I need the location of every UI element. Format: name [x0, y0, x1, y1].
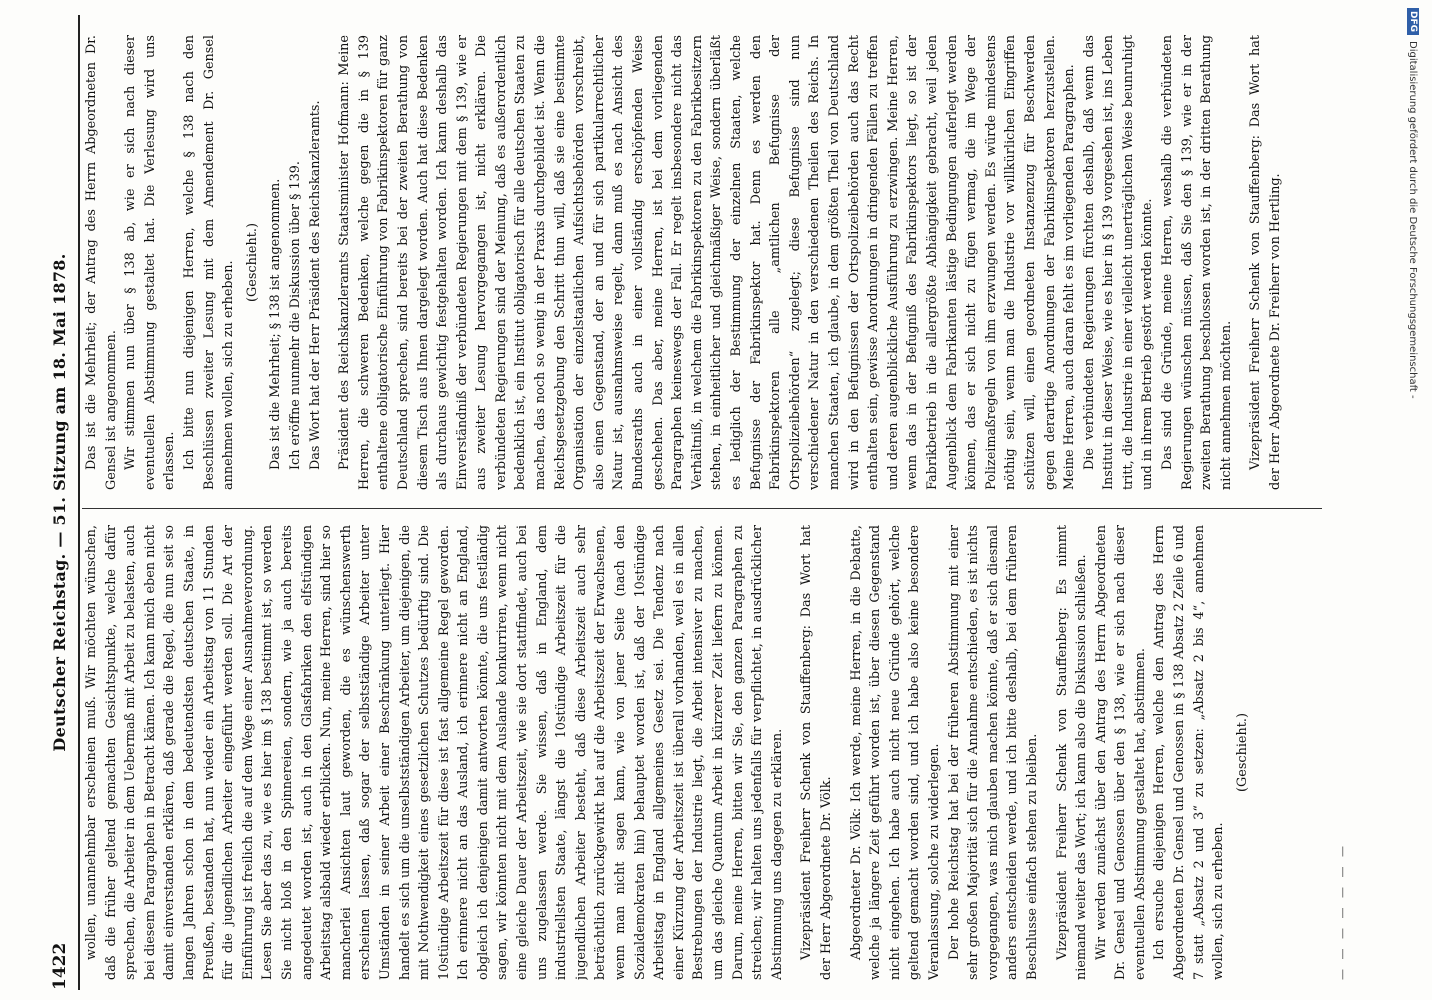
paragraph: wollen, unannehmbar erscheinen muß. Wir möchten wünschen, daß die früher geltend gemachten Gesichtspunkte, welche dafür sprechen, die Arbeiter in dem Uebermaß mit Arbeit zu belasten, auch bei diesem Paragraphen in Betracht kämen. Ich kann mich eben nicht damit einverstanden erklären, daß gerade die Regel, die nun seit so langen Jahren schon in dem bedeutendsten deutschen Staate, in Preußen, bestanden hat, nun wieder ein Arbeitstag von 11 Stunden für die jugendlichen Arbeiter eingeführt werden soll. Die Art der Einführung ist freilich die auf dem Wege einer Ausnahmeverordnung. Lesen Sie aber das zu, wie es hier im § 138 bestimmt ist, so werden Sie nicht bloß in den Spinnereien, sondern, wie ja auch bereits angedeutet worden ist, auch in den Glasfabriken den elfstündigen Arbeitstag alsbald wieder erblicken. Nun, meine Herren, sind hier so mancherlei Ansichten laut geworden, die es wünschenswerth erscheinen lassen, daß sogar der selbstständige Arbeiter unter Umständen in seiner Arbeit einer Beschränkung unterliegt. Hier handelt es sich um die unselbstständigen Arbeiter, um diejenigen, die mit Nothwendigkeit eines gesetzlichen Schutzes bedürftig sind. Die 10stündige Arbeitszeit für diese ist fast allgemeine Regel geworden. Ich erinnere nicht an das Ausland, ich erinnere nicht an England, obgleich ich denjenigen damit antworten könnte, die uns festländig sagen, wir könnten nicht mit dem Auslande konkurriren, wenn nicht eine gleiche Dauer der Arbeitszeit, wie sie dort stattfindet, auch bei uns zugelassen werde. Sie wissen, daß in England, dem industriellsten Staate, längst die 10stündige Arbeitszeit für die jugendlichen Arbeiter besteht, daß diese Arbeitszeit auch sehr beträchtlich zurückgewirkt hat auf die Arbeitszeit der Erwachsenen, wenn man nicht sagen kann, wie von jener Seite (nach den Sozialdemokraten hin) behauptet worden ist, daß der 10stündige Arbeitstag in England allgemeines Gesetz sei. Die Tendenz nach einer Kürzung der Arbeitszeit ist überall vorhanden, weil es in allen Bestrebungen der Industrie liegt, die Arbeit intensiver zu machen, um das gleiche Quantum Arbeit in kürzerer Zeit liefern zu können. Darum, meine Herren, bitten wir Sie, den ganzen Paragraphen zu streichen; wir halten uns jedenfalls für verpflichtet, in ausdrücklicher Abstimmung uns dagegen zu erklären.: [84, 525, 785, 980]
left-column: [82, 525, 1332, 980]
page-number: 1422: [50, 942, 70, 990]
credit-text: Digitalisierung gefördert durch die Deutsche Forschungsgemeinschaft -: [1407, 41, 1419, 399]
digitization-credit: [1400, 8, 1426, 992]
paragraph: Das ist die Mehrheit; der Antrag des Herrn Abgeordneten Dr. Gensel ist angenommen.: [84, 35, 119, 490]
paragraph: Präsident des Reichskanzleramts Staatsminister Hofmann: Meine Herren, die schweren Bedenken, welche gegen die in § 139 enthaltene obligatorische Einführung von Fabrikinspektoren für ganz Deutschland sprechen, sind bereits bei der zweiten Berathung von diesem Tisch aus Ihnen dargelegt worden. Auch hat diese Bedenken als durchaus gewichtig festgehalten worden. Ich kann deshalb das Einverständniß der verbündeten Regierungen mit dem § 139, wie er aus zweiter Lesung hervorgegangen ist, nicht erklären. Die verbündeten Regierungen sind der Meinung, daß es außerordentlich bedenklich ist, ein Institut obligatorisch für alle deutschen Staaten zu machen, das noch so wenig in der Praxis durchgebildet ist. Wenn die Reichsgesetzgebung den Schritt thun will, daß sie eine bestimmte Organisation der einzelstaatlichen Aufsichtsbehörden vorschreibt, also einen Gegenstand, der an und für sich partikularrechtlicher Natur ist, ausnahmsweise regelt, dann muß es nach Ansicht des Bundesraths auch in einer vollständig erschöpfenden Weise geschehen. Das aber, meine Herren, ist bei dem vorliegenden Paragraphen keineswegs der Fall. Er regelt insbesondere nicht das Verhältniß, in welchem die Fabrikinspektoren zu den Fabrikbesitzern stehen, in einheitlicher und gleichmäßiger Weise, sondern überläßt es lediglich der Bestimmung der einzelnen Staaten, welche Befugnisse der Fabrikinspektor hat. Denn es werden den Fabrikinspektoren alle „amtlichen Befugnisse der Ortspolizeibehörden“ zugelegt; diese Befugnisse sind nun verschiedener Natur in den verschiedenen Theilen des Reichs. In manchen Staaten, ich glaube, in dem größten Theil von Deutschland wird in den Befugnissen der Ortspolizeibehörden auch das Recht enthalten sein, gewisse Anordnungen in dringenden Fällen zu treffen und deren augenblickliche Ausführung zu erzwingen. Meine Herren, wenn das in der Befugniß des Fabrikinspektors liegt, so ist der Fabrikbetrieb in die allergrößte Abhängigkeit gebracht, weil jeden Augenblick dem Fabrikanten lästige Bedingungen auferlegt werden können, das er sich nicht zu fügen vermag, die im Wege der Polizeimaßregeln von ihm erzwungen werden. Es würde mindestens nöthig sein, wenn man die Industrie vor willkürlichen Eingriffen schützen will, einen geordneten Instanzenzug für Beschwerden gegen derartige Anordnungen der Fabrikinspektoren herzustellen. Meine Herren, auch daran fehlt es im vorliegenden Paragraphen.: [337, 35, 1078, 490]
paragraph: Ich eröffne nunmehr die Diskussion über § 139.: [287, 161, 303, 470]
page-header: [18, 15, 78, 990]
paragraph: Das ist die Mehrheit; § 138 ist angenommen.: [268, 178, 284, 470]
stage-direction: (Geschieht.): [1234, 713, 1250, 792]
paragraph: Das Wort hat der Herr Präsident des Reichskanzleramts.: [307, 100, 323, 470]
header-rule: [78, 15, 80, 990]
dfg-logo: DFG: [1407, 8, 1419, 35]
paragraph: Wir stimmen nun über § 138 ab, wie er sich nach dieser eventuellen Abstimmung gestaltet hat. Die Verlesung wird uns erlassen.: [123, 35, 178, 490]
paragraph: Vizepräsident Freiherr Schenk von Stauffenberg: Das Wort hat der Herr Abgeordnete Dr. Freiherr von Hertling.: [1248, 35, 1284, 490]
paragraph: Ich ersuche diejenigen Herren, welche den Antrag des Herrn Abgeordneten Dr. Gensel und Genossen in § 138 Absatz 2 Zeile 6 und 7 statt „Absatz 2 und 3“ zu setzen: „Absatz 2 bis 4“, annehmen wollen, sich zu erheben.: [1152, 525, 1227, 980]
paragraph: Wir werden zunächst über den Antrag des Herrn Abgeordneten Dr. Gensel und Genossen über den § 138, wie er sich nach dieser eventuellen Abstimmung gestaltet hat, abstimmen.: [1093, 525, 1148, 980]
paragraph: Die verbündeten Regierungen fürchten deshalb, daß wenn das Institut in dieser Weise, wie es hier in § 139 vorgesehen ist, ins Leben tritt, die Industrie in einer vielleicht unerträglichen Weise beunruhigt und in ihrem Betrieb gestört werden könnte.: [1081, 35, 1156, 490]
page-title: Deutscher Reichstag. — 51. Sitzung am 18. Mai 1878.: [50, 253, 69, 752]
paragraph: Abgeordneter Dr. Völk: Ich werde, meine Herren, in die Debatte, welche ja längere Zeit geführt worden ist, über diesen Gegenstand nicht eingehen. Ich habe auch nicht neue Gründe gehört, welche geltend gemacht worden sind, und ich habe also keine besondere Veranlassung, solche zu widerlegen.: [848, 525, 942, 980]
stage-direction: (Geschieht.): [244, 223, 260, 302]
paragraph: Vizepräsident Freiherr Schenk von Stauffenberg: Es nimmt niemand weiter das Wort; ich kann also die Diskussion schließen.: [1054, 525, 1090, 980]
paragraph: Ich bitte nun diejenigen Herren, welche § 138 nach den Beschlüssen zweiter Lesung mit dem Amendement Dr. Gensel annehmen wollen, sich zu erheben.: [181, 35, 237, 490]
paragraph: Das sind die Gründe, meine Herren, weshalb die verbündeten Regierungen wünschen müssen, daß Sie den § 139, wie er in der zweiten Berathung beschlossen worden ist, in der dritten Berathung nicht annehmen möchten.: [1160, 35, 1234, 490]
paragraph: Der hohe Reichstag hat bei der früheren Abstimmung mit einer sehr großen Majorität sich für die Annahme entschieden, es ist nichts vorgegangen, was mich glauben machen könnte, daß er sich diesmal anders entscheiden werde, und ich bitte deshalb, bei dem früheren Beschlusse einfach stehen zu bleiben.: [946, 525, 1040, 980]
paragraph: Vizepräsident Freiherr Schenk von Stauffenberg: Das Wort hat der Herr Abgeordnete Dr. Völk.: [799, 525, 834, 980]
column-divider: [82, 508, 1322, 509]
footer-marks: — — — — — — —: [1336, 843, 1349, 980]
right-column: [82, 35, 1332, 490]
